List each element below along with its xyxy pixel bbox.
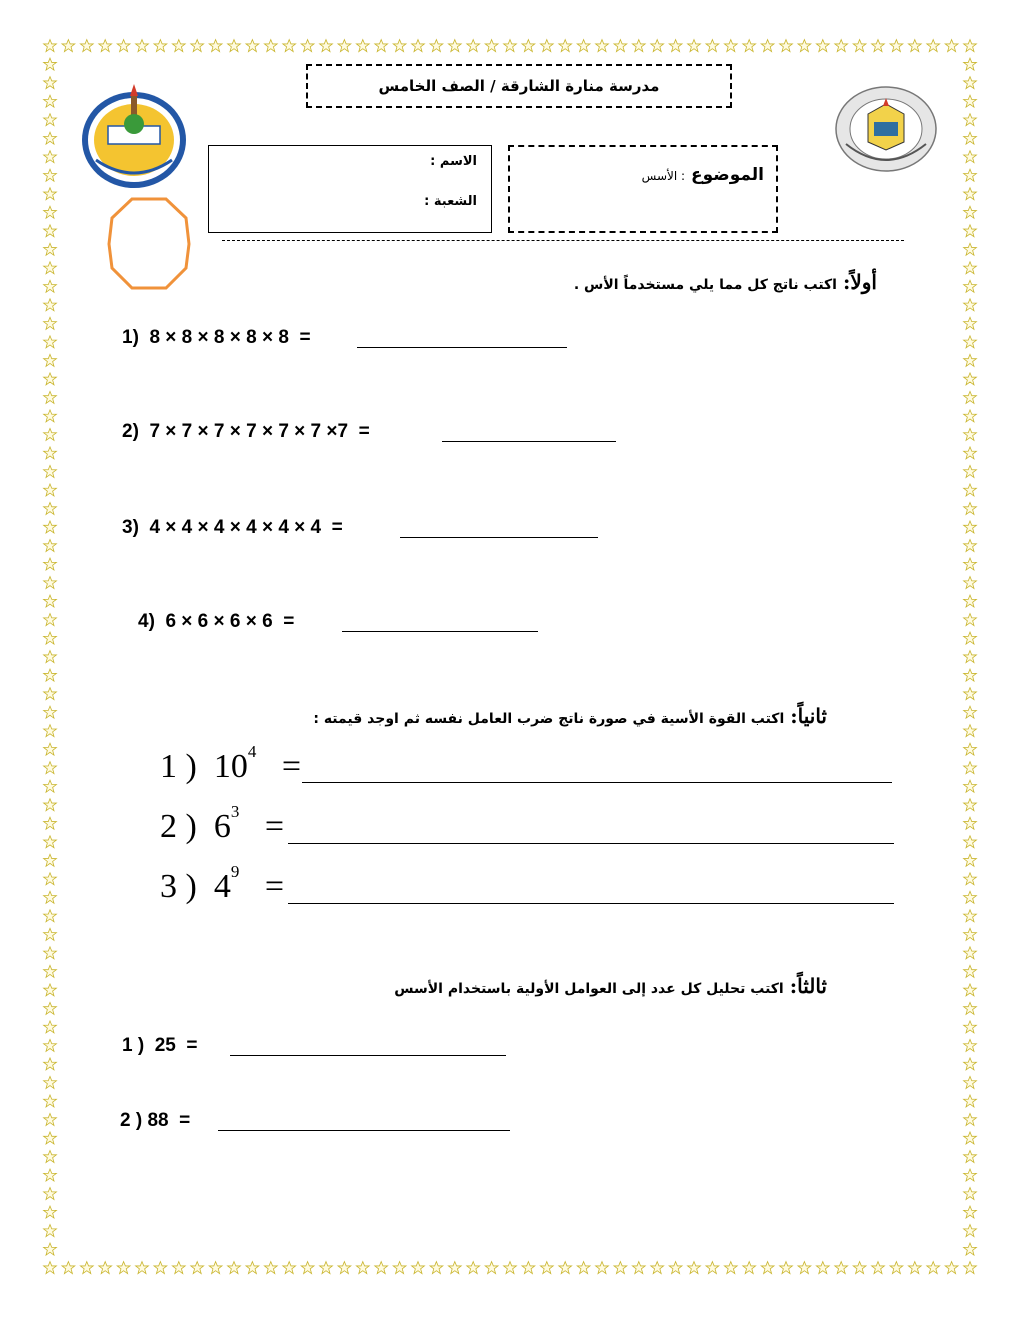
border-star-icon: [964, 262, 977, 274]
s3-question-2: 2 ) 88 =: [120, 1110, 191, 1131]
border-star-icon: [596, 40, 609, 52]
border-star-icon: [44, 299, 57, 311]
s2-q2-index: 2 ): [160, 808, 197, 845]
s2-q3-index: 3 ): [160, 868, 197, 905]
border-star-icon: [964, 891, 977, 903]
border-star-icon: [890, 40, 903, 52]
s1-answer-line-3[interactable]: [400, 537, 598, 538]
s1-answer-line-4[interactable]: [342, 631, 538, 632]
border-star-icon: [964, 558, 977, 570]
border-star-icon: [136, 40, 149, 52]
border-star-icon: [964, 1113, 977, 1125]
s2-q1-exp: 4: [247, 742, 257, 761]
border-star-icon: [412, 1262, 425, 1274]
border-star-icon: [44, 391, 57, 403]
border-star-icon: [44, 891, 57, 903]
border-star-icon: [522, 1262, 535, 1274]
border-star-icon: [964, 502, 977, 514]
border-star-icon: [964, 614, 977, 626]
border-star-icon: [44, 1076, 57, 1088]
border-star-icon: [835, 1262, 848, 1274]
border-star-icon: [964, 984, 977, 996]
border-star-icon: [908, 40, 921, 52]
border-star-icon: [44, 428, 57, 440]
section1-title: [574, 270, 877, 294]
border-star-icon: [964, 540, 977, 552]
border-star-icon: [44, 1113, 57, 1125]
border-star-icon: [375, 40, 388, 52]
border-star-icon: [44, 1262, 57, 1274]
border-star-icon: [872, 1262, 885, 1274]
border-star-icon: [44, 243, 57, 255]
border-star-icon: [798, 40, 811, 52]
border-star-icon: [964, 1002, 977, 1014]
border-star-icon: [44, 725, 57, 737]
border-star-icon: [44, 484, 57, 496]
border-star-icon: [964, 391, 977, 403]
s1-answer-line-1[interactable]: [357, 347, 567, 348]
border-star-icon: [154, 40, 167, 52]
border-star-icon: [964, 1225, 977, 1237]
student-info-box: [208, 145, 492, 233]
s2-q1-eq: =: [281, 748, 302, 785]
border-star-icon: [99, 1262, 112, 1274]
section3-title: [394, 974, 827, 998]
border-star-icon: [44, 632, 57, 644]
section1-number: أولاً:: [842, 270, 877, 294]
s1-question-1: 1) 8 × 8 × 8 × 8 × 8 =: [122, 327, 311, 348]
border-star-icon: [964, 928, 977, 940]
border-star-icon: [927, 40, 940, 52]
border-star-icon: [44, 317, 57, 329]
section-label: الشعبة :: [424, 194, 477, 209]
border-star-icon: [964, 336, 977, 348]
border-star-icon: [651, 40, 664, 52]
s2-q1-index: 1 ): [160, 748, 197, 785]
s2-question-1: [160, 742, 302, 786]
border-star-icon: [872, 40, 885, 52]
border-star-icon: [44, 151, 57, 163]
border-star-icon: [320, 1262, 333, 1274]
border-star-icon: [964, 1262, 977, 1274]
border-star-icon: [44, 669, 57, 681]
border-star-icon: [44, 188, 57, 200]
border-star-icon: [44, 854, 57, 866]
border-star-icon: [301, 1262, 314, 1274]
border-star-icon: [964, 595, 977, 607]
border-star-icon: [356, 40, 369, 52]
border-star-icon: [964, 1151, 977, 1163]
border-star-icon: [964, 114, 977, 126]
section2-title: [313, 704, 827, 728]
s2-answer-line-3[interactable]: [288, 903, 894, 904]
border-star-icon: [44, 614, 57, 626]
border-star-icon: [44, 799, 57, 811]
border-star-icon: [301, 40, 314, 52]
border-star-icon: [964, 428, 977, 440]
border-star-icon: [614, 1262, 627, 1274]
border-star-icon: [964, 651, 977, 663]
border-star-icon: [44, 280, 57, 292]
s2-question-2: [160, 802, 285, 846]
border-star-icon: [44, 206, 57, 218]
border-star-icon: [504, 40, 517, 52]
border-star-icon: [393, 40, 406, 52]
border-star-icon: [964, 1076, 977, 1088]
border-star-icon: [485, 1262, 498, 1274]
border-star-icon: [393, 1262, 406, 1274]
border-star-icon: [44, 1225, 57, 1237]
border-star-icon: [964, 484, 977, 496]
border-star-icon: [743, 1262, 756, 1274]
border-star-icon: [559, 40, 572, 52]
border-star-icon: [412, 40, 425, 52]
border-star-icon: [632, 1262, 645, 1274]
border-star-icon: [44, 465, 57, 477]
border-star-icon: [448, 40, 461, 52]
border-star-icon: [44, 1039, 57, 1051]
s1-question-4: 4) 6 × 6 × 6 × 6 =: [138, 611, 295, 632]
border-star-icon: [117, 40, 130, 52]
border-star-icon: [669, 1262, 682, 1274]
border-star-icon: [44, 1021, 57, 1033]
border-star-icon: [577, 1262, 590, 1274]
border-star-icon: [44, 706, 57, 718]
border-star-icon: [724, 1262, 737, 1274]
border-star-icon: [44, 873, 57, 885]
border-star-icon: [191, 1262, 204, 1274]
border-star-icon: [743, 40, 756, 52]
s2-q3-base: 4: [213, 868, 231, 905]
border-star-icon: [890, 1262, 903, 1274]
border-star-icon: [816, 1262, 829, 1274]
border-star-icon: [44, 836, 57, 848]
border-star-icon: [964, 873, 977, 885]
border-star-icon: [44, 40, 57, 52]
border-star-icon: [44, 1169, 57, 1181]
border-star-icon: [209, 40, 222, 52]
border-star-icon: [964, 836, 977, 848]
border-star-icon: [780, 40, 793, 52]
border-star-icon: [964, 725, 977, 737]
section2-number: ثانياً:: [790, 704, 827, 728]
border-star-icon: [964, 1021, 977, 1033]
border-star-icon: [44, 743, 57, 755]
border-star-icon: [44, 410, 57, 422]
s2-question-3: [160, 862, 285, 906]
border-star-icon: [964, 373, 977, 385]
border-star-icon: [44, 114, 57, 126]
border-star-icon: [283, 1262, 296, 1274]
border-star-icon: [522, 40, 535, 52]
border-star-icon: [964, 688, 977, 700]
border-star-icon: [964, 910, 977, 922]
border-star-icon: [44, 1151, 57, 1163]
s2-q2-eq: =: [264, 808, 285, 845]
border-star-icon: [816, 40, 829, 52]
border-star-icon: [964, 77, 977, 89]
border-star-icon: [228, 1262, 241, 1274]
border-star-icon: [964, 1039, 977, 1051]
section2-instruction: اكتب القوة الأسية في صورة ناتج ضرب العامل نفسه ثم اوجد قيمته :: [313, 711, 785, 727]
border-star-icon: [44, 984, 57, 996]
border-star-icon: [964, 1132, 977, 1144]
octagon-shape: [106, 196, 192, 292]
border-star-icon: [44, 95, 57, 107]
border-star-icon: [964, 280, 977, 292]
border-star-icon: [964, 58, 977, 70]
s2-q2-base: 6: [213, 808, 231, 845]
section3-number: ثالثاً:: [789, 974, 827, 998]
s3-question-1: 1 ) 25 =: [122, 1035, 198, 1056]
border-star-icon: [964, 243, 977, 255]
border-star-icon: [44, 577, 57, 589]
border-star-icon: [964, 169, 977, 181]
border-star-icon: [964, 706, 977, 718]
border-star-icon: [246, 40, 259, 52]
border-star-icon: [964, 1058, 977, 1070]
border-star-icon: [853, 1262, 866, 1274]
border-star-icon: [559, 1262, 572, 1274]
border-star-icon: [136, 1262, 149, 1274]
border-star-icon: [338, 1262, 351, 1274]
border-star-icon: [964, 40, 977, 52]
border-star-icon: [44, 651, 57, 663]
border-star-icon: [540, 1262, 553, 1274]
border-star-icon: [44, 58, 57, 70]
border-star-icon: [706, 40, 719, 52]
border-star-icon: [283, 40, 296, 52]
header-divider: [222, 240, 904, 241]
border-star-icon: [964, 743, 977, 755]
border-star-icon: [246, 1262, 259, 1274]
border-star-icon: [44, 540, 57, 552]
border-star-icon: [356, 1262, 369, 1274]
border-star-icon: [964, 354, 977, 366]
border-star-icon: [651, 1262, 664, 1274]
border-star-icon: [964, 1169, 977, 1181]
name-label: الاسم :: [430, 154, 477, 169]
s3-answer-line-2[interactable]: [218, 1130, 510, 1131]
s1-question-2: 2) 7 × 7 × 7 × 7 × 7 × 7 ×7 =: [122, 421, 370, 442]
border-star-icon: [44, 447, 57, 459]
border-star-icon: [44, 1132, 57, 1144]
border-star-icon: [80, 1262, 93, 1274]
border-star-icon: [467, 1262, 480, 1274]
border-star-icon: [172, 1262, 185, 1274]
s2-q3-exp: 9: [230, 862, 240, 881]
border-star-icon: [964, 632, 977, 644]
border-star-icon: [964, 151, 977, 163]
border-star-icon: [430, 1262, 443, 1274]
school-header: [306, 64, 732, 108]
border-star-icon: [964, 669, 977, 681]
school-logo-left: [78, 74, 190, 194]
border-star-icon: [44, 910, 57, 922]
border-star-icon: [964, 410, 977, 422]
border-star-icon: [44, 762, 57, 774]
border-star-icon: [44, 928, 57, 940]
border-star-icon: [577, 40, 590, 52]
border-star-icon: [430, 40, 443, 52]
school-grade-title: مدرسة منارة الشارقة / الصف الخامس: [378, 77, 660, 95]
border-star-icon: [504, 1262, 517, 1274]
border-star-icon: [44, 169, 57, 181]
border-star-icon: [467, 40, 480, 52]
border-star-icon: [44, 336, 57, 348]
topic-label: الموضوع: [691, 165, 764, 185]
topic-box: [508, 145, 778, 233]
border-star-icon: [44, 595, 57, 607]
border-star-icon: [44, 262, 57, 274]
border-star-icon: [154, 1262, 167, 1274]
border-star-icon: [44, 502, 57, 514]
border-star-icon: [724, 40, 737, 52]
border-star-icon: [964, 854, 977, 866]
border-star-icon: [44, 965, 57, 977]
s2-answer-line-2[interactable]: [288, 843, 894, 844]
border-star-icon: [44, 132, 57, 144]
border-star-icon: [964, 947, 977, 959]
border-star-icon: [964, 132, 977, 144]
border-star-icon: [375, 1262, 388, 1274]
border-star-icon: [706, 1262, 719, 1274]
s2-q1-base: 10: [213, 748, 248, 785]
border-star-icon: [964, 1095, 977, 1107]
border-star-icon: [614, 40, 627, 52]
border-star-icon: [964, 762, 977, 774]
border-star-icon: [945, 40, 958, 52]
s2-q2-exp: 3: [230, 802, 240, 821]
border-star-icon: [964, 1243, 977, 1255]
border-star-icon: [117, 1262, 130, 1274]
border-star-icon: [798, 1262, 811, 1274]
border-star-icon: [964, 521, 977, 533]
border-star-icon: [448, 1262, 461, 1274]
border-star-icon: [964, 577, 977, 589]
border-star-icon: [964, 780, 977, 792]
border-star-icon: [62, 40, 75, 52]
section1-instruction: اكتب ناتج كل مما يلي مستخدماً الأس .: [573, 277, 837, 293]
border-star-icon: [44, 780, 57, 792]
border-star-icon: [596, 1262, 609, 1274]
border-star-icon: [44, 354, 57, 366]
s3-answer-line-1[interactable]: [230, 1055, 506, 1056]
border-star-icon: [964, 206, 977, 218]
border-star-icon: [44, 947, 57, 959]
border-star-icon: [964, 317, 977, 329]
border-star-icon: [44, 521, 57, 533]
border-star-icon: [964, 299, 977, 311]
border-star-icon: [945, 1262, 958, 1274]
s2-answer-line-1[interactable]: [302, 782, 892, 783]
border-star-icon: [44, 1058, 57, 1070]
border-star-icon: [99, 40, 112, 52]
s1-question-3: 3) 4 × 4 × 4 × 4 × 4 × 4 =: [122, 517, 343, 538]
border-star-icon: [338, 40, 351, 52]
border-star-icon: [44, 688, 57, 700]
ministry-logo-right: [834, 84, 938, 174]
border-star-icon: [761, 40, 774, 52]
border-star-icon: [688, 40, 701, 52]
s1-answer-line-2[interactable]: [442, 441, 616, 442]
border-star-icon: [908, 1262, 921, 1274]
border-star-icon: [761, 1262, 774, 1274]
border-star-icon: [964, 817, 977, 829]
border-star-icon: [964, 188, 977, 200]
topic-value: : الأسس: [641, 169, 686, 183]
border-star-icon: [191, 40, 204, 52]
border-star-icon: [835, 40, 848, 52]
border-star-icon: [964, 1206, 977, 1218]
border-star-icon: [632, 40, 645, 52]
border-star-icon: [264, 40, 277, 52]
border-star-icon: [228, 40, 241, 52]
border-star-icon: [964, 1188, 977, 1200]
border-star-icon: [264, 1262, 277, 1274]
border-star-icon: [964, 965, 977, 977]
border-star-icon: [44, 1188, 57, 1200]
border-star-icon: [44, 225, 57, 237]
border-star-icon: [485, 40, 498, 52]
border-star-icon: [44, 1243, 57, 1255]
border-star-icon: [964, 447, 977, 459]
border-star-icon: [964, 95, 977, 107]
border-star-icon: [853, 40, 866, 52]
s2-q3-eq: =: [264, 868, 285, 905]
border-star-icon: [540, 40, 553, 52]
border-star-icon: [209, 1262, 222, 1274]
border-star-icon: [44, 817, 57, 829]
border-star-icon: [688, 1262, 701, 1274]
section3-instruction: اكتب تحليل كل عدد إلى العوامل الأولية باستخدام الأسس: [394, 981, 784, 997]
border-star-icon: [964, 465, 977, 477]
border-star-icon: [80, 40, 93, 52]
border-star-icon: [320, 40, 333, 52]
border-star-icon: [780, 1262, 793, 1274]
border-star-icon: [669, 40, 682, 52]
border-star-icon: [44, 1095, 57, 1107]
border-star-icon: [927, 1262, 940, 1274]
border-star-icon: [62, 1262, 75, 1274]
border-star-icon: [44, 558, 57, 570]
border-star-icon: [44, 1002, 57, 1014]
border-star-icon: [964, 799, 977, 811]
border-star-icon: [964, 225, 977, 237]
border-star-icon: [44, 373, 57, 385]
border-star-icon: [44, 77, 57, 89]
border-star-icon: [172, 40, 185, 52]
border-star-icon: [44, 1206, 57, 1218]
